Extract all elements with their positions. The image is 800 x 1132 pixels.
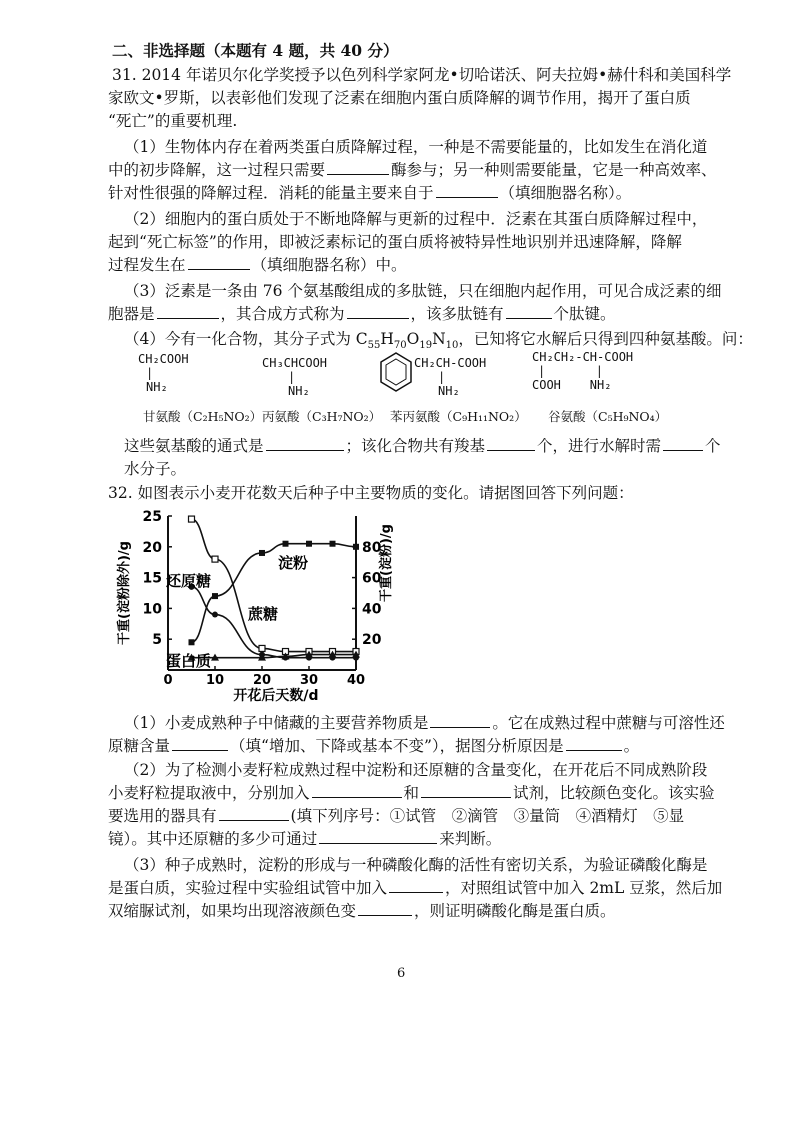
formula-sub: 19	[419, 340, 433, 352]
starch-point	[259, 550, 265, 556]
q31-p3-text-b: ，其合成方式称为	[220, 305, 345, 323]
phenylalanine-structure	[414, 356, 486, 398]
structure-line: CH₃CHCOOH	[262, 356, 328, 370]
formula-sub: 55	[367, 340, 381, 352]
x-tick-label: 20	[252, 673, 272, 688]
structure-line: |	[288, 370, 296, 384]
structure-line: CH₂COOH	[138, 352, 189, 366]
y-left-tick-label: 20	[142, 539, 162, 556]
q31-p5-text-a: 这些氨基酸的通式是	[124, 437, 264, 455]
q31-p2-line-3	[108, 255, 407, 275]
q32-p1-text-e: 。	[623, 737, 640, 755]
q32-intro: 32. 如图表示小麦开花数天后种子中主要物质的变化。请据图回答下列问题：	[108, 484, 634, 502]
q31-p1-text-c: 针对性很强的降解过程．消耗的能量主要来自于	[108, 184, 434, 202]
glycine-structure	[138, 352, 189, 394]
x-axis-label: 开花后天数/d	[233, 688, 319, 704]
y-right-axis-label: 干重(淀粉)/g	[379, 524, 394, 602]
starch-point	[306, 541, 312, 547]
structure-line: | |	[538, 364, 604, 378]
answer-blank[interactable]	[347, 304, 409, 319]
glutamic-acid-label: 谷氨酸（C₅H₉NO₄）	[548, 409, 668, 424]
q31-p3-line-2	[108, 304, 616, 324]
formula-sub: 70	[393, 340, 407, 352]
starch-point	[353, 544, 359, 550]
q31-p2-line-1: （2）细胞内的蛋白质处于不断地降解与更新的过程中．泛素在其蛋白质降解过程中，	[124, 210, 708, 228]
answer-blank[interactable]	[487, 436, 535, 451]
starch-sugar-chart	[108, 504, 398, 704]
y-left-tick-label: 25	[142, 509, 162, 525]
sucrose-point	[259, 645, 265, 651]
y-left-tick-label: 15	[142, 570, 162, 587]
q31-line-2: 家欧文•罗斯，以表彰他们发现了泛素在细胞内蛋白质降解的调节作用，揭开了蛋白质	[108, 89, 691, 107]
q32-p2-text-b: 和	[403, 784, 420, 802]
q31-p4-text-b: ，已知将它水解后只得到四种氨基酸。问：	[458, 330, 753, 348]
q32-p2-text-e: (填下列序号：①试管 ②滴管 ③量筒 ④酒精灯 ⑤显	[290, 807, 685, 825]
q32-p1-text-a: （1）小麦成熟种子中储藏的主要营养物质是	[124, 714, 429, 732]
q31-p2-text-b: （填细胞器名称）中。	[251, 256, 407, 274]
formula-el: N	[432, 330, 446, 348]
q31-p1-text-d: （填细胞器名称）。	[499, 184, 632, 202]
structure-line: NH₂	[288, 384, 310, 398]
q31-p5-line-2: 水分子。	[124, 460, 187, 478]
answer-blank[interactable]	[436, 183, 498, 198]
q31-p1-line-2	[108, 160, 717, 180]
benzene-ring-icon	[378, 350, 414, 394]
q31-p5-text-b: ；该化合物共有羧基	[345, 437, 486, 455]
y-right-tick-label: 60	[362, 570, 382, 587]
q31-p2-text-a: 过程发生在	[108, 256, 186, 274]
q32-p3-line-1: （3）种子成熟时，淀粉的形成与一种磷酸化酶的活性有密切关系，为验证磷酸化酶是	[124, 856, 708, 874]
q32-p1-text-d: （填“增加、下降或基本不变”），据图分析原因是	[230, 737, 564, 755]
answer-blank[interactable]	[430, 713, 490, 728]
q32-p3-text-b: ，对照组试管中加入 2mL 豆浆，然后加	[445, 879, 723, 897]
q31-p3-text-c: ，该多肽链有	[410, 305, 504, 323]
q32-p3-line-3	[108, 901, 616, 921]
y-left-axis-label: 干重(淀粉除外)/g	[117, 541, 132, 645]
q32-p3-text-c: 双缩脲试剂，如果均出现溶液颜色变	[108, 902, 357, 920]
structure-line: NH₂	[146, 380, 168, 394]
structure-line: CH₂CH₂-CH-COOH	[532, 350, 634, 364]
y-right-tick-label: 80	[362, 539, 382, 556]
answer-blank[interactable]	[219, 806, 289, 821]
protein-label: 蛋白质	[166, 652, 212, 670]
q31-p1-line-3	[108, 183, 631, 203]
alanine-label: 丙氨酸（C₃H₇NO₂）	[262, 409, 382, 424]
x-tick-label: 30	[299, 673, 319, 688]
sucrose-label: 蔗糖	[248, 605, 279, 623]
q31-p2-line-2: 起到“死亡标签”的作用，即被泛素标记的蛋白质将被特异性地识别并迅速降解，降解	[108, 233, 682, 251]
structure-line: CH₂CH-COOH	[414, 356, 487, 370]
q32-p2-text-g: 来判断。	[439, 830, 502, 848]
q31-p1-text-a: 中的初步降解，这一过程只需要	[108, 161, 326, 179]
q31-p1-line-1: （1）生物体内存在着两类蛋白质降解过程，一种是不需要能量的，比如发生在消化道	[124, 138, 708, 156]
q32-p2-line-2	[108, 783, 715, 803]
starch-point	[283, 541, 289, 547]
page-number: 6	[397, 966, 406, 981]
structure-line: NH₂	[438, 384, 460, 398]
reducing-sugar-label: 还原糖	[166, 572, 212, 590]
answer-blank[interactable]	[566, 736, 622, 751]
alanine-structure	[262, 356, 327, 398]
q31-p3-line-1: （3）泛素是一条由 76 个氨基酸组成的多肽链，只在细胞内起作用，可见合成泛素的细	[124, 282, 722, 300]
y-right-tick-label: 40	[362, 601, 382, 618]
q31-p4-line	[124, 329, 753, 356]
q31-p5-text-d: 个	[705, 437, 721, 455]
q31-p5-text-c: 个，进行水解时需	[537, 437, 662, 455]
answer-blank[interactable]	[327, 160, 389, 175]
x-tick-label: 10	[205, 673, 225, 688]
q31-p1-text-b: 酶参与；另一种则需要能量，它是一种高效率、	[391, 161, 717, 179]
answer-blank[interactable]	[319, 829, 437, 844]
q31-line-1: 31. 2014 年诺贝尔化学奖授予以色列科学家阿龙•切哈诺沃、阿夫拉姆•赫什科和美国科学	[112, 66, 732, 84]
q31-p3-text-d: 个肽键。	[553, 305, 616, 323]
starch-label: 淀粉	[278, 554, 309, 572]
q32-p2-text-a: 小麦籽粒提取液中，分别加入	[108, 784, 310, 802]
x-tick-label: 0	[163, 673, 173, 688]
answer-blank[interactable]	[358, 901, 412, 916]
q32-p1-text-b: 。它在成熟过程中蔗糖与可溶性还	[492, 714, 725, 732]
answer-blank[interactable]	[188, 255, 250, 270]
starch-point	[212, 593, 218, 599]
q31-p5-line-1	[124, 436, 721, 456]
formula-el: H	[380, 330, 394, 348]
glycine-label: 甘氨酸（C₂H₅NO₂）	[143, 409, 263, 424]
structure-line: |	[438, 370, 446, 384]
structure-line: COOH NH₂	[532, 378, 612, 392]
q32-p3-line-2	[108, 878, 722, 898]
answer-blank[interactable]	[389, 878, 443, 893]
q31-line-3: “死亡”的重要机理.	[108, 112, 238, 130]
answer-blank[interactable]	[266, 436, 344, 451]
reducing-sugar-point	[212, 612, 218, 618]
q32-p2-text-c: 试剂，比较颜色变化。该实验	[513, 784, 715, 802]
formula-sub: 10	[445, 340, 459, 352]
answer-blank[interactable]	[157, 304, 219, 319]
q31-p3-text-a: 胞器是	[108, 305, 155, 323]
q32-p2-line-4	[108, 829, 501, 849]
q32-p2-line-3	[108, 806, 684, 826]
answer-blank[interactable]	[663, 436, 703, 451]
q32-p2-line-1: （2）为了检测小麦籽粒成熟过程中淀粉和还原糖的含量变化，在开花后不同成熟阶段	[124, 761, 708, 779]
q32-p2-text-d: 要选用的器具有	[108, 807, 217, 825]
q32-p3-text-a: 是蛋白质，实验过程中实验组试管中加入	[108, 879, 388, 897]
starch-point	[189, 639, 195, 645]
q31-p4-text-a: （4）今有一化合物，其分子式为 C	[124, 330, 368, 348]
q32-p3-text-d: ，则证明磷酸化酶是蛋白质。	[414, 902, 616, 920]
y-right-tick-label: 20	[362, 632, 382, 649]
y-left-tick-label: 10	[142, 601, 162, 618]
q32-p1-line-1	[124, 713, 725, 733]
series-line-1	[192, 519, 357, 651]
answer-blank[interactable]	[421, 783, 511, 798]
answer-blank[interactable]	[172, 736, 228, 751]
q32-p1-line-2	[108, 736, 639, 756]
starch-point	[330, 541, 336, 547]
answer-blank[interactable]	[312, 783, 402, 798]
sucrose-point	[212, 556, 218, 562]
x-tick-label: 40	[346, 673, 366, 688]
structure-line: |	[146, 366, 154, 380]
sucrose-point	[189, 516, 195, 522]
section-header: 二、非选择题（本题有 4 题，共 40 分）	[112, 41, 399, 60]
formula-el: O	[406, 330, 420, 348]
y-left-tick-label: 5	[152, 632, 162, 649]
glutamic-acid-structure	[532, 350, 633, 392]
q32-p2-text-f: 镜）。其中还原糖的多少可通过	[108, 830, 318, 848]
phenylalanine-label: 苯丙氨酸（C₉H₁₁NO₂）	[390, 409, 527, 424]
answer-blank[interactable]	[506, 304, 552, 319]
q32-p1-text-c: 原糖含量	[108, 737, 171, 755]
